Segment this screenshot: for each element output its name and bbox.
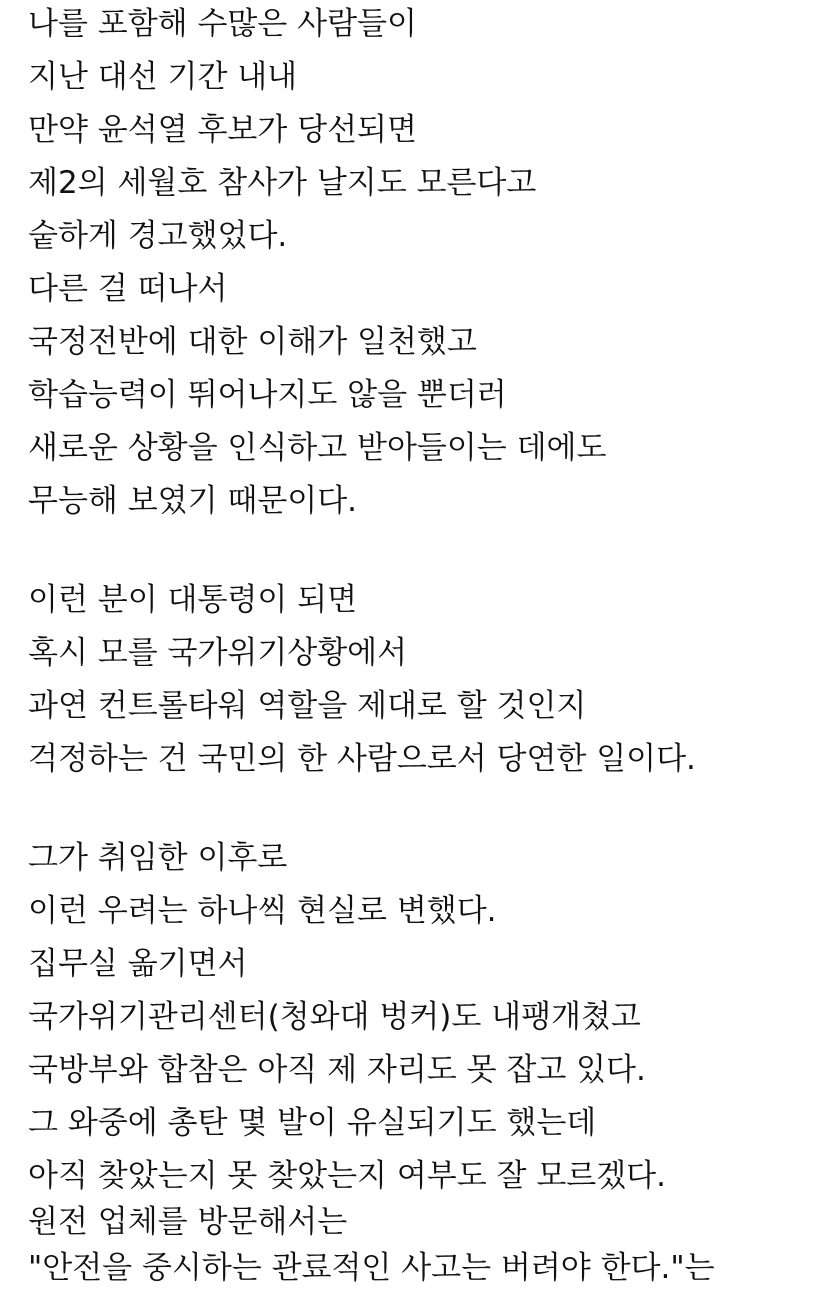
text-line: 지난 대선 기간 내내 <box>28 59 298 95</box>
text-line: "안전을 중시하는 관료적인 사고는 버려야 한다."는 <box>28 1250 715 1286</box>
text-line: 이런 우려는 하나씩 현실로 변했다. <box>28 893 497 929</box>
text-line: 걱정하는 건 국민의 한 사람으로서 당연한 일이다. <box>28 741 696 777</box>
text-line: 집무실 옮기면서 <box>28 946 248 982</box>
text-line: 제2의 세월호 참사가 날지도 모른다고 <box>28 165 537 201</box>
text-line: 과연 컨트롤타워 역할을 제대로 할 것인지 <box>28 688 587 724</box>
text-line: 학습능력이 뛰어나지도 않을 뿐더러 <box>28 377 507 413</box>
text-line: 숱하게 경고했었다. <box>28 218 288 254</box>
text-line: 나를 포함해 수많은 사람들이 <box>28 6 417 42</box>
text-line: 이런 분이 대통령이 되면 <box>28 582 358 618</box>
text-line: 무능해 보였기 때문이다. <box>28 483 358 519</box>
text-line: 그 와중에 총탄 몇 발이 유실되기도 했는데 <box>28 1105 597 1141</box>
text-line: 혹시 모를 국가위기상황에서 <box>28 635 408 671</box>
text-line: 국방부와 합참은 아직 제 자리도 못 잡고 있다. <box>28 1052 646 1088</box>
text-line: 국정전반에 대한 이해가 일천했고 <box>28 324 477 360</box>
text-line: 새로운 상황을 인식하고 받아들이는 데에도 <box>28 430 607 466</box>
text-line: 원전 업체를 방문해서는 <box>28 1204 348 1240</box>
text-line: 만약 윤석열 후보가 당선되면 <box>28 112 417 148</box>
text-line: 국가위기관리센터(청와대 벙커)도 내팽개쳤고 <box>28 999 641 1035</box>
text-line: 아직 찾았는지 못 찾았는지 여부도 잘 모르겠다. <box>28 1158 666 1194</box>
text-line: 그가 취임한 이후로 <box>28 840 288 876</box>
text-line: 다른 걸 떠나서 <box>28 271 228 307</box>
